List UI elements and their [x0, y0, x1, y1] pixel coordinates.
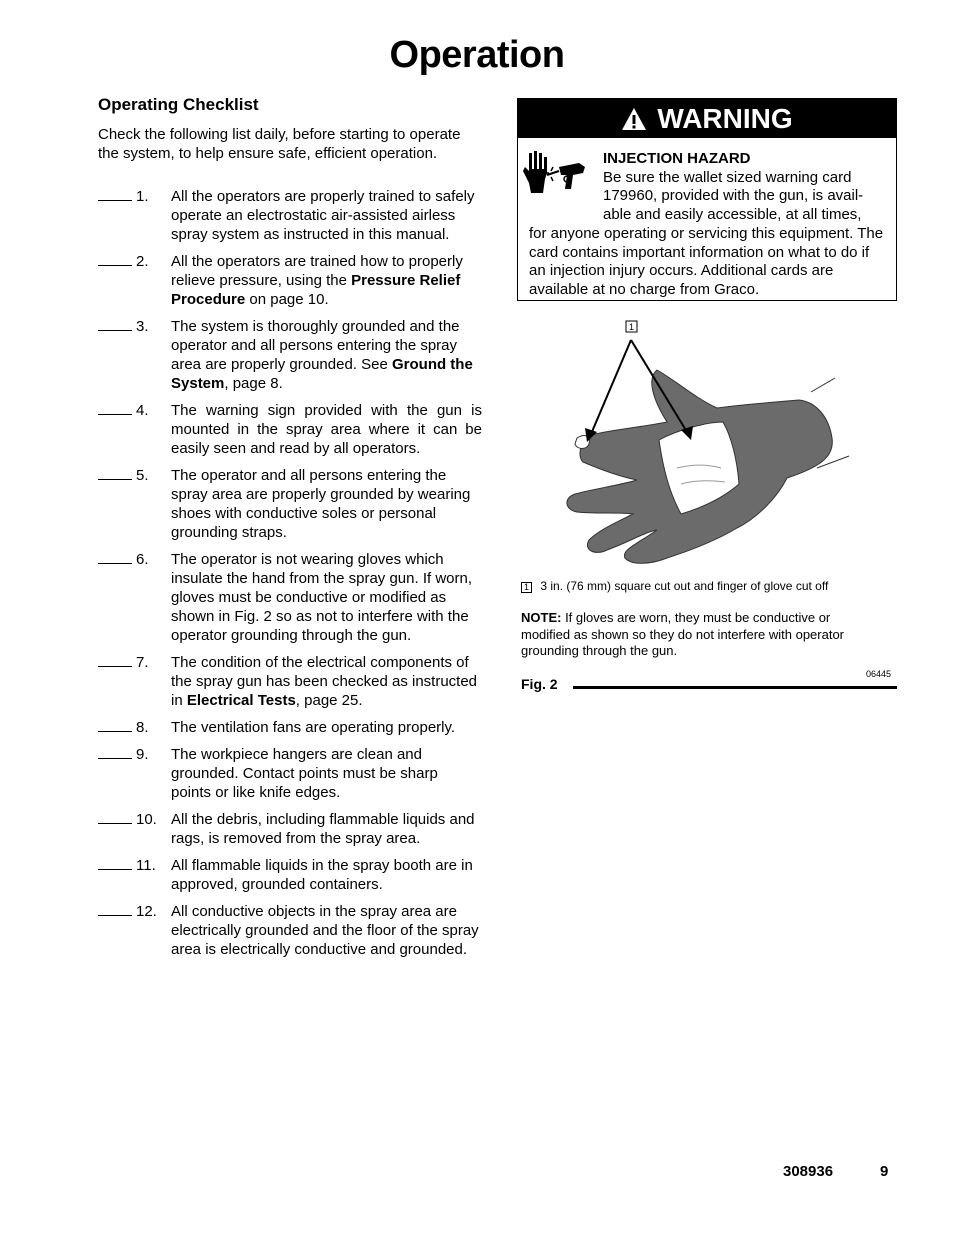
item-text	[169, 902, 482, 959]
checklist-item	[98, 317, 482, 393]
section-heading: Operating Checklist	[98, 95, 259, 114]
caption-text: 3 in. (76 mm) square cut out and finger of glove cut off	[540, 579, 829, 593]
checkbox-blank	[98, 720, 132, 732]
item-text-part: on page 10.	[245, 291, 329, 308]
warning-header	[518, 99, 896, 138]
figure-label: Fig. 2	[521, 676, 558, 692]
item-text	[169, 856, 482, 894]
item-text	[169, 653, 482, 710]
item-reference: Electrical Tests	[186, 692, 296, 709]
item-text	[169, 317, 482, 393]
warning-body	[518, 138, 896, 300]
item-text-part: The operator and all persons entering the spray area are properly grounded by wearing shoes with conductive soles or personal grounding straps.	[171, 467, 471, 541]
note-text: If gloves are worn, they must be conductive or modified as shown so they do not interfere with operator grounding through the gun.	[521, 610, 845, 658]
item-text-part: All flammable liquids in the spray booth are in approved, grounded containers.	[171, 857, 473, 893]
item-number: 5.	[136, 467, 149, 484]
checkbox-blank	[98, 858, 132, 870]
checkbox-blank	[98, 812, 132, 824]
page-title: Operation	[389, 34, 565, 76]
item-reference: Pressure Relief Procedure	[171, 272, 461, 308]
checklist-item	[98, 718, 482, 737]
checkbox-blank	[98, 319, 132, 331]
checkbox-blank	[98, 655, 132, 667]
item-text-part: The condition of the electrical components of the spray gun has been checked as instructed in	[171, 654, 478, 709]
item-text-part: The ventilation fans are operating properly.	[171, 719, 456, 736]
item-text-part: All the operators are trained how to properly relieve pressure, using the	[171, 253, 463, 289]
warning-title: WARNING	[657, 102, 793, 134]
item-text	[169, 401, 482, 458]
item-text-part: All the debris, including flammable liquids and rags, is removed from the spray area.	[171, 811, 475, 847]
item-text-part: All the operators are properly trained to safely operate an electrostatic air-assisted airless spray system as instructed in this manual.	[171, 188, 475, 243]
item-text-part: , page 25.	[295, 692, 363, 709]
checklist-item	[98, 252, 482, 309]
item-number: 12.	[136, 903, 157, 920]
item-number: 7.	[136, 654, 149, 671]
page-number: 9	[880, 1163, 889, 1180]
hazard-lead-line: Be sure the wallet sized warning card	[603, 168, 852, 186]
hazard-lead-line: able and easily accessible, at all times,	[603, 206, 862, 224]
checkbox-blank	[98, 904, 132, 916]
item-number: 8.	[136, 719, 149, 736]
checklist-item	[98, 401, 482, 458]
item-number: 10.	[136, 811, 157, 828]
callout-marker: 1	[521, 582, 532, 593]
item-text-part: The workpiece hangers are clean and grounded. Contact points must be sharp points or like knife edges.	[171, 746, 438, 801]
warning-triangle-icon	[621, 107, 647, 131]
checklist-item	[98, 653, 482, 710]
item-number: 11.	[136, 857, 156, 874]
item-number: 1.	[136, 188, 149, 205]
figure-rule	[573, 686, 897, 689]
svg-text:1: 1	[628, 322, 635, 332]
checklist-item	[98, 466, 482, 542]
item-number: 6.	[136, 551, 149, 568]
item-text-part: The warning sign provided with the gun is mounted in the spray area where it can be easily seen and read by all operators.	[171, 402, 482, 457]
figure-code: 06445	[866, 669, 892, 679]
checklist-item	[98, 550, 482, 645]
checklist-item	[98, 187, 482, 244]
item-text	[169, 252, 482, 309]
checkbox-blank	[98, 468, 132, 480]
document-number: 308936	[783, 1163, 834, 1180]
item-text-part: The operator is not wearing gloves which insulate the hand from the spray gun. If worn, gloves must be conductive or modified as shown in Fig. 2 so as not to interfere with the operator grounding through the gun.	[171, 551, 473, 644]
item-text-part: All conductive objects in the spray area are electrically grounded and the floor of the spray area is electrically conductive and grounded.	[171, 903, 479, 958]
operating-checklist	[98, 95, 482, 967]
checkbox-blank	[98, 189, 132, 201]
injection-hazard-icon	[523, 149, 589, 201]
item-text	[169, 810, 482, 848]
item-number: 9.	[136, 746, 149, 763]
warning-box	[517, 98, 897, 301]
note-label: NOTE:	[521, 610, 562, 625]
hazard-heading: INJECTION HAZARD	[603, 150, 751, 167]
item-text-part: The system is thoroughly grounded and the operator and all persons entering the spray area are properly grounded. See	[171, 318, 460, 373]
callout-marker	[626, 321, 637, 332]
item-reference: Ground the System	[171, 356, 473, 392]
hazard-body: for anyone operating or servicing this equipment. The card contains important information on what to do if an injection injury occurs. Additional cards are available at no charge from Graco.	[529, 224, 884, 298]
item-number: 2.	[136, 253, 149, 270]
checkbox-blank	[98, 254, 132, 266]
checklist-intro: Check the following list daily, before starting to operate the system, to help ensure safe, efficient operation.	[98, 126, 461, 162]
figure-note	[521, 610, 881, 660]
checklist-item	[98, 810, 482, 848]
checklist-item	[98, 856, 482, 894]
figure-caption	[521, 579, 828, 593]
item-text	[169, 466, 482, 542]
item-text	[169, 550, 482, 645]
checklist-item	[98, 902, 482, 959]
item-text	[169, 745, 482, 802]
checkbox-blank	[98, 403, 132, 415]
item-number: 4.	[136, 402, 149, 419]
checklist-items	[98, 187, 482, 959]
item-number: 3.	[136, 318, 149, 335]
checkbox-blank	[98, 747, 132, 759]
item-text-part: , page 8.	[224, 375, 283, 392]
item-text	[169, 187, 482, 244]
checkbox-blank	[98, 552, 132, 564]
item-text	[169, 718, 482, 737]
checklist-item	[98, 745, 482, 802]
hazard-lead-line: 179960, provided with the gun, is avail-	[603, 187, 864, 205]
